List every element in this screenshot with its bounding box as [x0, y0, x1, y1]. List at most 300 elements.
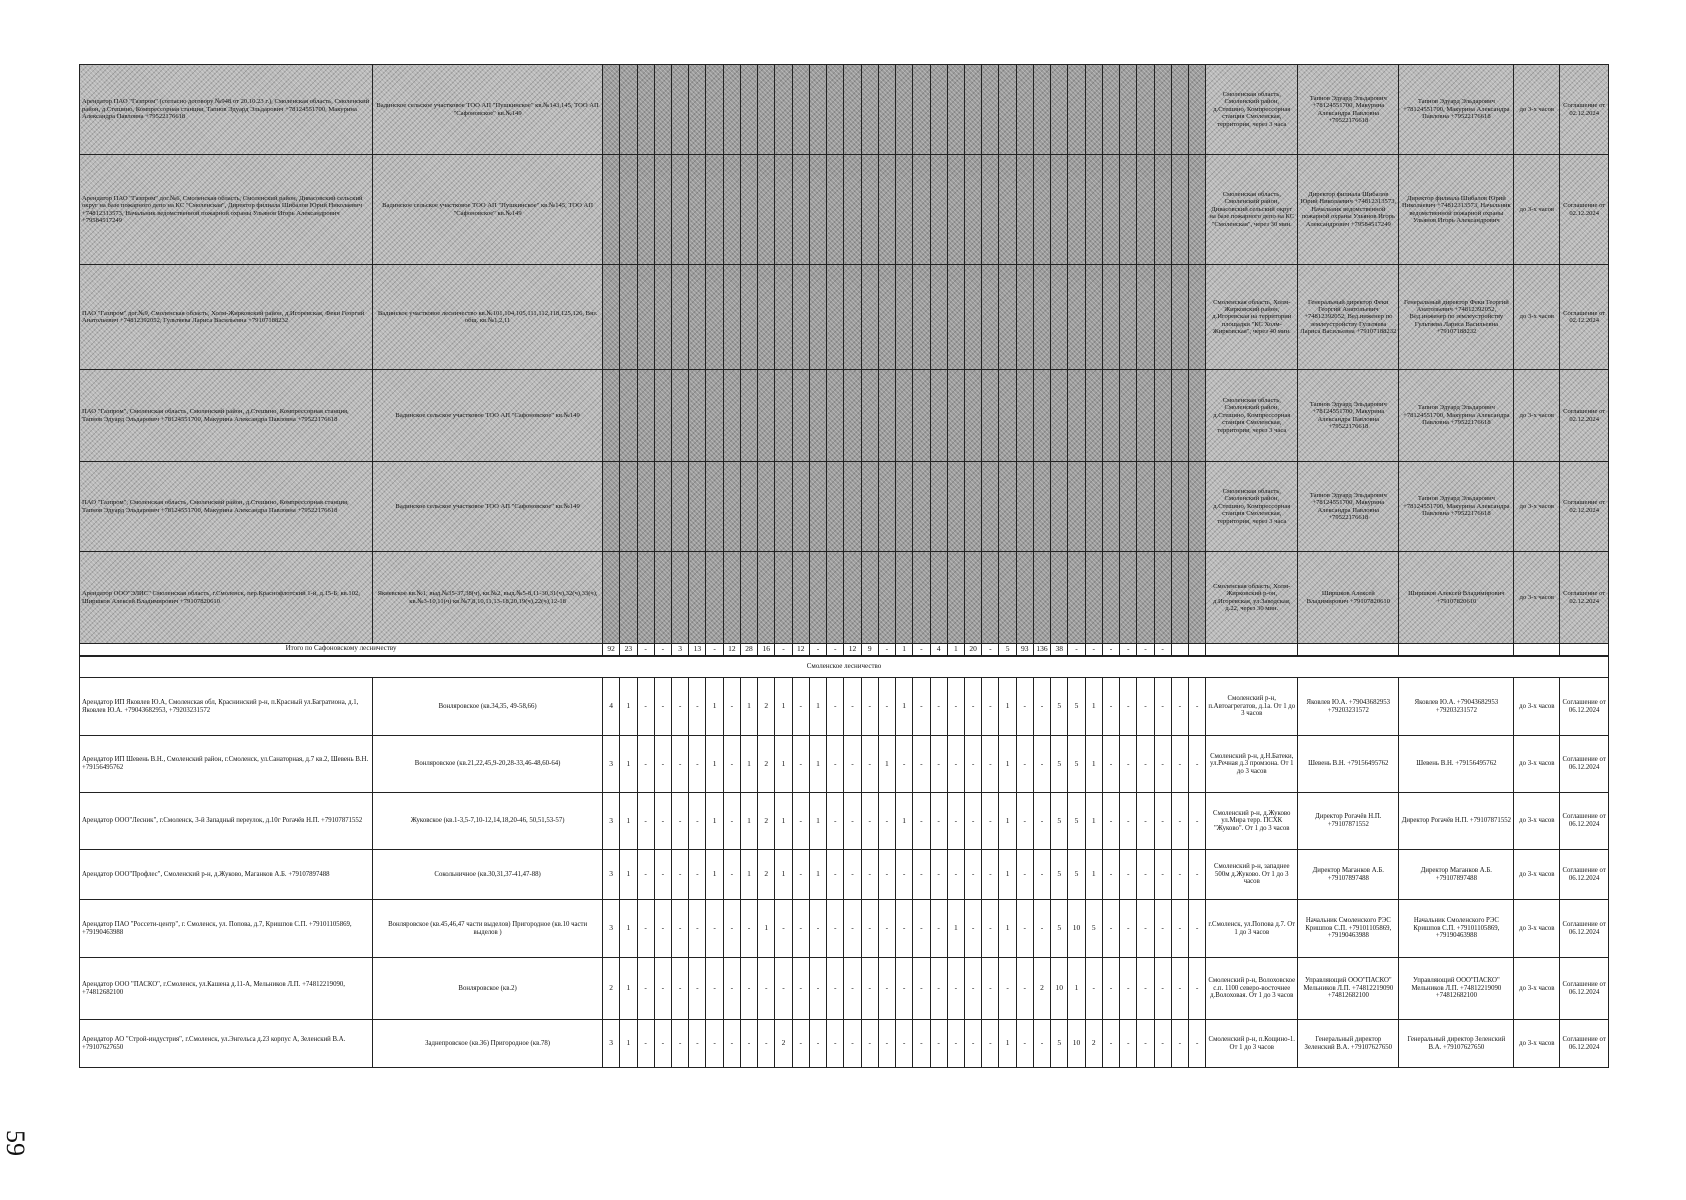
value-cell: 1	[999, 850, 1016, 900]
value-cell	[1154, 462, 1171, 552]
value-cell: -	[654, 678, 671, 736]
value-cell: -	[1016, 793, 1033, 850]
location-cell: Вадинское участковое лесничество кв.№101,104,105,111,112,118,125,126, Вяз. общ. кв.№1,2,11	[373, 265, 603, 370]
value-cell: -	[637, 736, 654, 793]
value-cell	[982, 552, 999, 644]
value-cell: -	[1016, 900, 1033, 958]
value-cell	[1033, 552, 1050, 644]
value-cell	[1189, 370, 1206, 462]
table-row	[80, 155, 1609, 265]
value-cell	[947, 370, 964, 462]
value-cell: -	[723, 850, 740, 900]
location-cell: Якиевское кв.№1, выд.№35-37,38(ч), кв.№2, выд.№5-8,11-30,31(ч),32(ч),33(ч), кв.№3-10,11(ч) кв.№7,8,10,11,13-18,20,19(ч),22(ч),12-18	[373, 552, 603, 644]
contact-cell: Тапнов Эдуард Эльдарович +78124551700, Макурина Александра Павловна +79522176618	[1298, 370, 1399, 462]
value-cell: -	[637, 850, 654, 900]
value-cell: 3	[603, 736, 620, 793]
total-value-cell: -	[827, 644, 844, 656]
value-cell: -	[844, 850, 861, 900]
agreement-cell: Соглашение от 06.12.2024	[1560, 900, 1609, 958]
value-cell	[1068, 65, 1085, 155]
value-cell: -	[1016, 958, 1033, 1020]
value-cell	[827, 462, 844, 552]
value-cell: -	[1102, 736, 1119, 793]
value-cell: -	[1137, 736, 1154, 793]
value-cell: -	[861, 793, 878, 850]
total-value-cell: -	[654, 644, 671, 656]
table-row	[80, 462, 1609, 552]
value-cell: 2	[603, 958, 620, 1020]
value-cell	[930, 155, 947, 265]
location-cell: Жуковское (кв.1-3,5-7,10-12,14,18,20-46, 50,51,53-57)	[373, 793, 603, 850]
value-cell: -	[982, 900, 999, 958]
value-cell: 1	[878, 736, 895, 793]
value-cell: -	[809, 900, 826, 958]
value-cell	[1085, 370, 1102, 462]
value-cell: -	[1154, 793, 1171, 850]
value-cell	[809, 265, 826, 370]
value-cell: -	[827, 736, 844, 793]
time-cell: до 3-х часов	[1514, 265, 1560, 370]
agreement-cell: Соглашение от 02.12.2024	[1560, 65, 1609, 155]
value-cell: 1	[947, 900, 964, 958]
total-value-cell: -	[706, 644, 723, 656]
value-cell: -	[1189, 1020, 1206, 1068]
value-cell: -	[1189, 793, 1206, 850]
value-cell: -	[792, 850, 809, 900]
total-label: Итого по Сафоновскому лесничеству	[80, 644, 603, 656]
contact-cell: Генеральный директор Феки Георгий Анатольевич +74812392052, Вед.инженер по землеустройству Гультяева Лариса Васильевна +79107188232	[1399, 265, 1514, 370]
value-cell: -	[861, 850, 878, 900]
value-cell	[689, 462, 706, 552]
place-cell: Смоленский р-н, п.Автоагрегатов, д.1а. От 1 до 3 часов	[1206, 678, 1298, 736]
value-cell: -	[689, 793, 706, 850]
value-cell	[999, 65, 1016, 155]
contact-cell: Тапнов Эдуард Эльдарович +78124551700, Макурина Александра Павловна +79522176618	[1399, 65, 1514, 155]
value-cell	[672, 552, 689, 644]
value-cell	[620, 462, 637, 552]
value-cell	[1051, 552, 1068, 644]
value-cell: -	[947, 793, 964, 850]
value-cell	[1068, 462, 1085, 552]
value-cell	[878, 552, 895, 644]
value-cell	[603, 370, 620, 462]
time-cell: до 3-х часов	[1514, 736, 1560, 793]
value-cell	[792, 370, 809, 462]
value-cell: -	[913, 793, 930, 850]
place-cell: Смоленский р-н, западнее 500м д.Жуково. От 1 до 3 часов	[1206, 850, 1298, 900]
value-cell: -	[1189, 958, 1206, 1020]
value-cell	[740, 370, 757, 462]
value-cell: -	[637, 958, 654, 1020]
value-cell	[1171, 462, 1188, 552]
value-cell	[1102, 552, 1119, 644]
value-cell: -	[1154, 678, 1171, 736]
value-cell	[654, 265, 671, 370]
total-value-cell: -	[913, 644, 930, 656]
tenant-cell: ПАО "Газпром", Смоленская область, Смоленский район, д.Стешино, Компрессорная станция, Тапнов Эдуард Эльдарович +78124551700, Макурина Александра Павловна +79522176618	[80, 462, 373, 552]
value-cell	[723, 155, 740, 265]
total-value-cell: 28	[740, 644, 757, 656]
value-cell	[947, 265, 964, 370]
value-cell: -	[964, 678, 981, 736]
value-cell: -	[913, 958, 930, 1020]
contact-cell: Начальник Смоленского РЭС Кришпов С.П. +79101105869, +79190463988	[1399, 900, 1514, 958]
value-cell	[861, 265, 878, 370]
value-cell: -	[1171, 678, 1188, 736]
value-cell	[1189, 155, 1206, 265]
tenant-cell: Арендатор ПАО "Газпром" (согласно договору №948 от 20.10.23 г.), Смоленская область, Смоленский район, д.Стешино, Компрессорная станция, Тапнов Эдуард Эльдарович +78124551700, Макурина Александра Павловна +79522176618	[80, 65, 373, 155]
value-cell	[1171, 370, 1188, 462]
value-cell	[689, 155, 706, 265]
total-value-cell: 3	[672, 644, 689, 656]
value-cell	[1189, 265, 1206, 370]
tenant-cell: Арендатор ИП Яковлев Ю.А, Смоленская обл, Краснинский р-н, п.Красный ул.Багратиона, д.1, Яковлев Ю.А. +79043682953, +79203231572	[80, 678, 373, 736]
value-cell: -	[672, 958, 689, 1020]
value-cell: -	[878, 958, 895, 1020]
value-cell	[947, 65, 964, 155]
total-value-cell: 93	[1016, 644, 1033, 656]
value-cell: -	[1102, 678, 1119, 736]
value-cell	[1068, 552, 1085, 644]
value-cell: -	[775, 958, 792, 1020]
total-value-cell	[1189, 644, 1206, 656]
value-cell	[654, 65, 671, 155]
value-cell	[844, 370, 861, 462]
value-cell	[896, 552, 913, 644]
value-cell	[930, 552, 947, 644]
value-cell	[1085, 65, 1102, 155]
value-cell: 1	[620, 678, 637, 736]
value-cell	[861, 462, 878, 552]
value-cell: 1	[706, 793, 723, 850]
value-cell	[740, 265, 757, 370]
value-cell: 5	[1068, 678, 1085, 736]
value-cell: -	[964, 1020, 981, 1068]
value-cell	[637, 265, 654, 370]
value-cell	[620, 552, 637, 644]
total-value-cell: -	[982, 644, 999, 656]
value-cell: 1	[740, 850, 757, 900]
value-cell	[1102, 65, 1119, 155]
location-cell: Вонляровское (кв.34,35, 49-58,66)	[373, 678, 603, 736]
value-cell	[603, 155, 620, 265]
total-value-cell: 12	[792, 644, 809, 656]
contact-cell: Управляющий ООО"ПАСКО" Мельников Л.П. +74812219090 +74812682100	[1399, 958, 1514, 1020]
total-value-cell: 13	[689, 644, 706, 656]
value-cell: -	[827, 958, 844, 1020]
value-cell: -	[1120, 900, 1137, 958]
value-cell: -	[913, 736, 930, 793]
agreement-cell: Соглашение от 06.12.2024	[1560, 958, 1609, 1020]
value-cell: -	[982, 793, 999, 850]
table-row	[80, 1020, 1609, 1068]
value-cell	[844, 265, 861, 370]
forest-fire-table	[79, 64, 1609, 1068]
section-title: Смоленское лесничество	[80, 656, 1609, 678]
value-cell: -	[896, 958, 913, 1020]
value-cell: 3	[603, 793, 620, 850]
value-cell: -	[982, 958, 999, 1020]
agreement-cell: Соглашение от 02.12.2024	[1560, 370, 1609, 462]
tenant-cell: Арендатор ПАО "Россети-центр", г. Смоленск, ул. Попова, д.7, Кришпов С.П. +79101105869, +79190463988	[80, 900, 373, 958]
value-cell: 1	[809, 793, 826, 850]
value-cell	[637, 155, 654, 265]
value-cell: -	[1137, 793, 1154, 850]
value-cell: -	[654, 850, 671, 900]
contact-cell: Директор Рогачёв Н.П. +79107871552	[1298, 793, 1399, 850]
total-value-cell: 1	[947, 644, 964, 656]
agreement-cell: Соглашение от 02.12.2024	[1560, 552, 1609, 644]
value-cell: -	[1102, 850, 1119, 900]
total-empty-cell	[1560, 644, 1609, 656]
value-cell: -	[1102, 958, 1119, 1020]
tenant-cell: Арендатор ИП Шевень В.Н., Смоленский район, г.Смоленск, ул.Санаторная, д.7 кв.2, Шевень В.Н. +79156495762	[80, 736, 373, 793]
value-cell	[1171, 155, 1188, 265]
location-cell: Вонляровское (кв.21,22,45,9-20,28-33,46-48,60-64)	[373, 736, 603, 793]
value-cell: -	[1137, 900, 1154, 958]
value-cell: 1	[620, 1020, 637, 1068]
value-cell: -	[964, 900, 981, 958]
value-cell	[896, 155, 913, 265]
value-cell	[896, 462, 913, 552]
value-cell	[672, 155, 689, 265]
value-cell: -	[1171, 850, 1188, 900]
value-cell: 1	[809, 678, 826, 736]
value-cell	[723, 552, 740, 644]
value-cell	[775, 552, 792, 644]
location-cell: Заднепровское (кв.36) Пригородное (кв.78)	[373, 1020, 603, 1068]
agreement-cell: Соглашение от 02.12.2024	[1560, 462, 1609, 552]
value-cell: -	[844, 793, 861, 850]
value-cell: -	[1154, 958, 1171, 1020]
value-cell: -	[827, 900, 844, 958]
contact-cell: Генеральный директор Зеленский В.А. +79107627650	[1298, 1020, 1399, 1068]
time-cell: до 3-х часов	[1514, 900, 1560, 958]
total-value-cell: -	[1085, 644, 1102, 656]
value-cell: -	[930, 900, 947, 958]
total-value-cell: -	[1120, 644, 1137, 656]
place-cell: Смоленская область, Смоленский район, д.Стешино, Компрессорная станция Смоленская, территория, через 3 часа	[1206, 462, 1298, 552]
value-cell	[964, 462, 981, 552]
value-cell: -	[930, 736, 947, 793]
value-cell	[1154, 370, 1171, 462]
value-cell	[1137, 552, 1154, 644]
value-cell	[827, 265, 844, 370]
value-cell	[706, 552, 723, 644]
total-value-cell: -	[775, 644, 792, 656]
value-cell	[706, 65, 723, 155]
value-cell	[775, 65, 792, 155]
value-cell	[1016, 462, 1033, 552]
value-cell: 1	[775, 678, 792, 736]
tenant-cell: Арендатор ООО"Лесник", г.Смоленск, 3-й Западный переулок, д.10г Рогачёв Н.П. +79107871552	[80, 793, 373, 850]
location-cell: Вадинское сельское участковое ТОО АП "Пушкинское" кв.№143,145, ТОО АП "Сафоновское" кв.№149	[373, 65, 603, 155]
total-value-cell: 1	[896, 644, 913, 656]
value-cell: 5	[1068, 850, 1085, 900]
value-cell: -	[1102, 793, 1119, 850]
value-cell: -	[637, 1020, 654, 1068]
contact-cell: Ширшков Алексей Владимирович +79107820610	[1399, 552, 1514, 644]
value-cell	[861, 155, 878, 265]
value-cell	[1154, 65, 1171, 155]
contact-cell: Начальник Смоленского РЭС Кришпов С.П. +79101105869, +79190463988	[1298, 900, 1399, 958]
agreement-cell: Соглашение от 02.12.2024	[1560, 155, 1609, 265]
value-cell	[1120, 265, 1137, 370]
value-cell: -	[1120, 1020, 1137, 1068]
value-cell	[982, 155, 999, 265]
value-cell	[672, 265, 689, 370]
value-cell: -	[740, 900, 757, 958]
table-row	[80, 736, 1609, 793]
value-cell: -	[982, 678, 999, 736]
value-cell: 1	[620, 793, 637, 850]
value-cell	[930, 370, 947, 462]
value-cell: 5	[1051, 900, 1068, 958]
value-cell: -	[775, 900, 792, 958]
time-cell: до 3-х часов	[1514, 552, 1560, 644]
value-cell	[654, 155, 671, 265]
value-cell	[706, 265, 723, 370]
value-cell: -	[982, 1020, 999, 1068]
value-cell: -	[637, 678, 654, 736]
value-cell: -	[758, 958, 775, 1020]
value-cell: -	[1016, 1020, 1033, 1068]
value-cell	[603, 462, 620, 552]
value-cell	[1171, 265, 1188, 370]
value-cell: -	[947, 736, 964, 793]
value-cell	[1033, 265, 1050, 370]
section-row	[80, 656, 1609, 678]
value-cell	[1137, 462, 1154, 552]
total-value-cell: -	[878, 644, 895, 656]
value-cell: 1	[740, 678, 757, 736]
value-cell: 1	[706, 850, 723, 900]
value-cell	[620, 155, 637, 265]
value-cell: 5	[1085, 900, 1102, 958]
value-cell	[964, 552, 981, 644]
value-cell: -	[964, 850, 981, 900]
value-cell	[861, 552, 878, 644]
value-cell	[1016, 552, 1033, 644]
value-cell: -	[1120, 678, 1137, 736]
value-cell: 2	[775, 1020, 792, 1068]
value-cell	[1033, 370, 1050, 462]
contact-cell: Тапнов Эдуард Эльдарович +78124551700, Макурина Александра Павловна +79522176618	[1399, 462, 1514, 552]
contact-cell: Тапнов Эдуард Эльдарович +78124551700, Макурина Александра Павловна +79522176618	[1298, 462, 1399, 552]
value-cell: -	[964, 793, 981, 850]
place-cell: Смоленский р-н, п.Кощино-1. От 1 до 3 часов	[1206, 1020, 1298, 1068]
value-cell	[844, 462, 861, 552]
value-cell	[689, 265, 706, 370]
value-cell	[723, 65, 740, 155]
value-cell: -	[1154, 900, 1171, 958]
value-cell: -	[827, 1020, 844, 1068]
value-cell: 1	[620, 850, 637, 900]
agreement-cell: Соглашение от 06.12.2024	[1560, 678, 1609, 736]
value-cell: -	[947, 678, 964, 736]
place-cell: Смоленская область, Смоленский район, д.Стешино, Компрессорная станция Смоленская, территория, через 3 часа	[1206, 65, 1298, 155]
value-cell	[982, 265, 999, 370]
value-cell: -	[792, 1020, 809, 1068]
value-cell	[1137, 155, 1154, 265]
value-cell: -	[1189, 900, 1206, 958]
value-cell: 5	[1051, 678, 1068, 736]
value-cell	[723, 370, 740, 462]
value-cell	[964, 265, 981, 370]
value-cell: 1	[775, 793, 792, 850]
value-cell: -	[792, 736, 809, 793]
value-cell	[1154, 155, 1171, 265]
value-cell	[913, 462, 930, 552]
value-cell	[758, 370, 775, 462]
total-value-cell: -	[1137, 644, 1154, 656]
value-cell: 2	[758, 678, 775, 736]
agreement-cell: Соглашение от 06.12.2024	[1560, 736, 1609, 793]
value-cell	[827, 552, 844, 644]
value-cell: -	[844, 1020, 861, 1068]
value-cell	[809, 552, 826, 644]
value-cell	[878, 370, 895, 462]
value-cell: 1	[999, 678, 1016, 736]
value-cell	[706, 462, 723, 552]
value-cell	[775, 265, 792, 370]
value-cell: 1	[896, 678, 913, 736]
value-cell	[827, 65, 844, 155]
value-cell: -	[1120, 736, 1137, 793]
value-cell: 1	[775, 850, 792, 900]
value-cell: -	[689, 1020, 706, 1068]
value-cell	[1102, 265, 1119, 370]
contact-cell: Тапнов Эдуард Эльдарович +78124551700, Макурина Александра Павловна +79522176618	[1399, 370, 1514, 462]
value-cell	[1120, 552, 1137, 644]
value-cell: -	[844, 900, 861, 958]
value-cell: -	[654, 793, 671, 850]
value-cell	[878, 265, 895, 370]
value-cell: -	[654, 900, 671, 958]
value-cell	[1154, 552, 1171, 644]
value-cell: -	[913, 900, 930, 958]
value-cell	[1189, 65, 1206, 155]
value-cell	[809, 65, 826, 155]
tenant-cell: Арендатор ООО"ЭЛИС" Смоленская область, г.Смоленск, пер.Краснофлотский 1-й, д.15-Б, кв.102, Ширшков Алексей Владимирович +79107820610	[80, 552, 373, 644]
value-cell: -	[654, 736, 671, 793]
value-cell	[878, 65, 895, 155]
value-cell: -	[758, 1020, 775, 1068]
value-cell	[1137, 265, 1154, 370]
value-cell	[913, 65, 930, 155]
value-cell	[1120, 370, 1137, 462]
value-cell: 1	[809, 736, 826, 793]
total-value-cell: 38	[1051, 644, 1068, 656]
total-empty-cell	[1206, 644, 1298, 656]
agreement-cell: Соглашение от 06.12.2024	[1560, 1020, 1609, 1068]
contact-cell: Директор Маганков А.Б. +79107897488	[1399, 850, 1514, 900]
value-cell	[913, 370, 930, 462]
value-cell: -	[1171, 1020, 1188, 1068]
value-cell: -	[947, 958, 964, 1020]
total-empty-cell	[1514, 644, 1560, 656]
value-cell	[999, 155, 1016, 265]
table-row	[80, 370, 1609, 462]
location-cell: Вадинское сельское участковое ТОО АП "Сафоновское" кв.№149	[373, 462, 603, 552]
total-value-cell: 4	[930, 644, 947, 656]
location-cell: Вадинское сельское участковое ТОО АП "Сафоновское" кв.№149	[373, 370, 603, 462]
value-cell: -	[947, 1020, 964, 1068]
value-cell: -	[723, 736, 740, 793]
value-cell	[689, 65, 706, 155]
value-cell	[913, 552, 930, 644]
time-cell: до 3-х часов	[1514, 155, 1560, 265]
